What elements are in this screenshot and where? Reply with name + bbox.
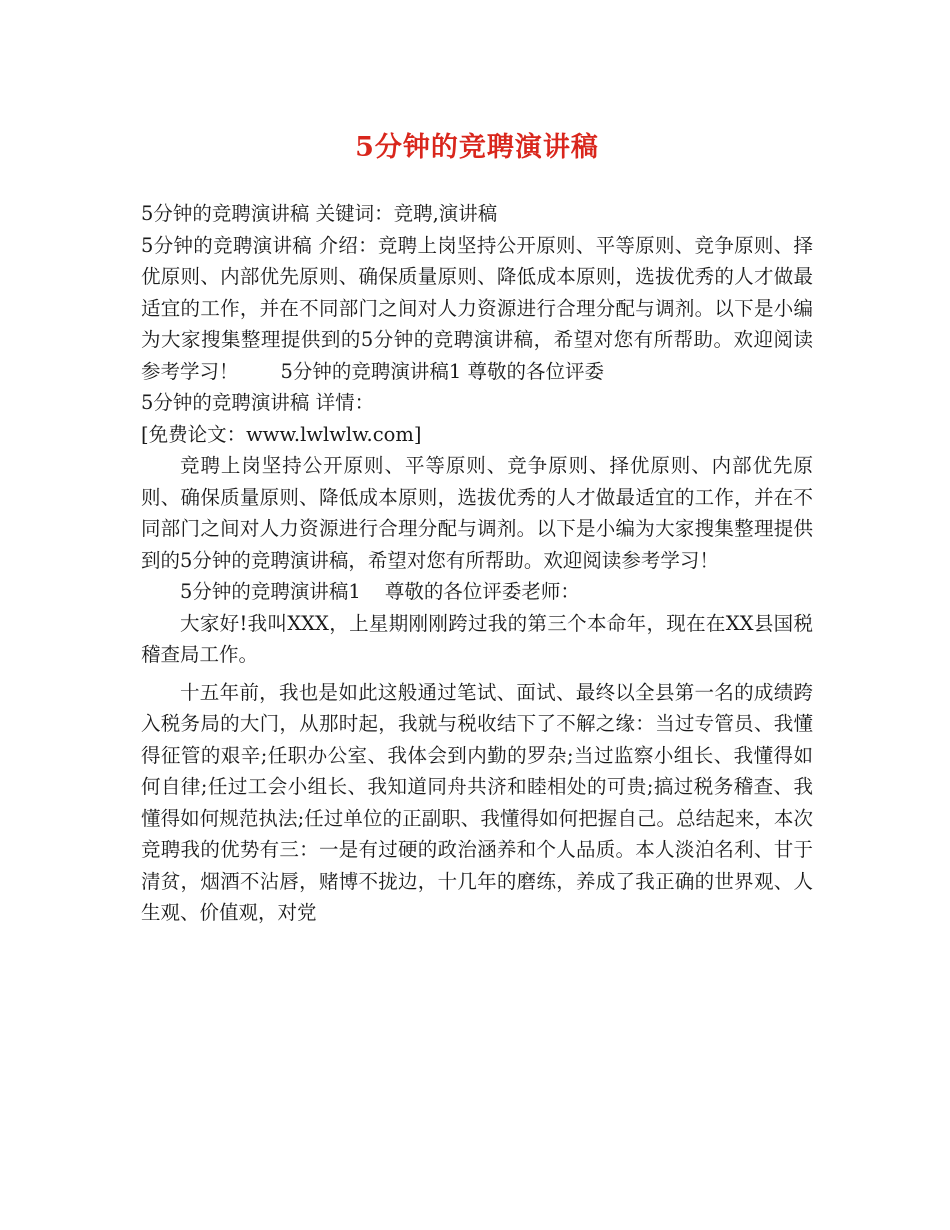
details-line: 5分钟的竞聘演讲稿 详情： [141, 391, 375, 414]
body-paragraph: 竞聘上岗坚持公开原则、平等原则、竞争原则、择优原则、内部优先原则、确保质量原则、降低成本原则，选拔优秀的人才做最适宜的工作，并在不同部门之间对人力资源进行合理分配与调剂。以下是小编为大家搜集整理提供到的5分钟的竞聘演讲稿，希望对您有所帮助。欢迎阅读参考学习！ [141, 454, 813, 572]
intro-tail: 5分钟的竞聘演讲稿1 尊敬的各位评委 [280, 359, 605, 383]
speech-paragraph: 十五年前，我也是如此这般通过笔试、面试、最终以全县第一名的成绩跨入税务局的大门，从那时起，我就与税收结下了不解之缘：当过专管员、我懂得征管的艰辛;任职办公室、我体会到内勤的罗杂;当过监察小组长、我懂得如何自律;任过工会小组长、我知道同舟共济和睦相处的可贵;搞过税务稽查、我懂得如何规范执法;任过单位的正副职、我懂得如何把握自己。总结起来，本次竞聘我的优势有三：一是有过硬的政治涵养和个人品质。本人淡泊名利、甘于清贫，烟酒不沾唇，赌博不拢边，十几年的磨练，养成了我正确的世界观、人生观、价值观，对党 [141, 680, 813, 924]
document-page [141, 128, 813, 929]
intro-block [141, 230, 813, 388]
speech-salutation: 尊敬的各位评委老师： [384, 580, 580, 603]
speech-heading [141, 576, 813, 608]
source-line: [免费论文：www.lwlwlw.com] [141, 422, 422, 446]
intro-text: 5分钟的竞聘演讲稿 介绍：竞聘上岗坚持公开原则、平等原则、竞争原则、择优原则、内部优先原则、确保质量原则、降低成本原则，选拔优秀的人才做最适宜的工作，并在不同部门之间对人力资源进行合理分配与调剂。以下是小编为大家搜集整理提供到的5分钟的竞聘演讲稿，希望对您有所帮助。欢迎阅读参考学习！ [141, 233, 813, 383]
keywords-line: 5分钟的竞聘演讲稿 关键词：竞聘,演讲稿 [141, 202, 498, 225]
speech-paragraph: 大家好!我叫XXX，上星期刚刚跨过我的第三个本命年，现在在XX县国税稽查局工作。 [141, 611, 813, 666]
document-title: 5分钟的竞聘演讲稿 [355, 132, 599, 163]
speech-heading-title: 5分钟的竞聘演讲稿1 [180, 580, 361, 603]
